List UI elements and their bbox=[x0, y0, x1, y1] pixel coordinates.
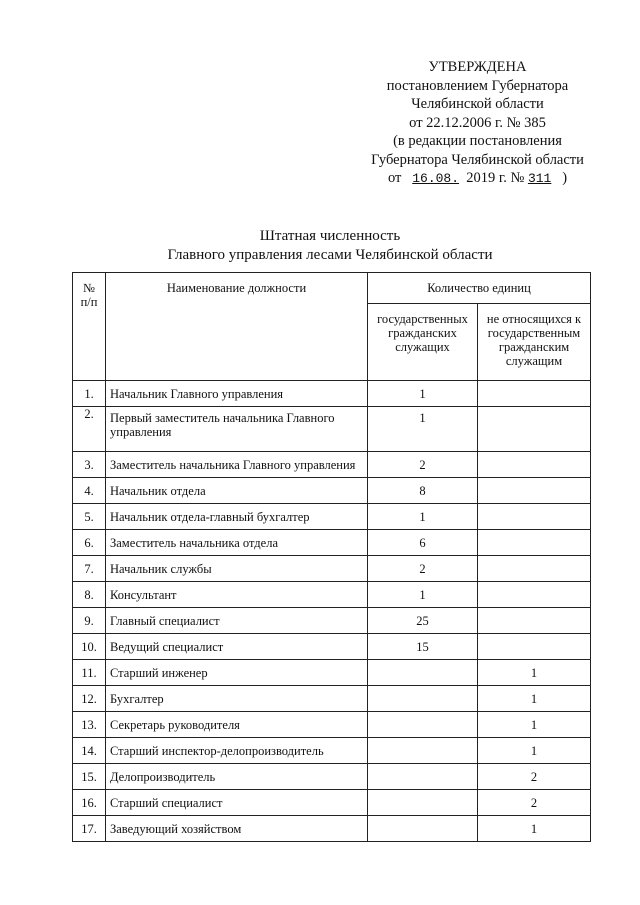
approval-date-prefix: от bbox=[387, 170, 402, 186]
approval-line: Губернатора Челябинской области bbox=[371, 151, 584, 168]
row-non-civil-count bbox=[478, 452, 591, 478]
row-non-civil-count bbox=[478, 582, 591, 608]
row-non-civil-count bbox=[478, 407, 591, 452]
row-civil-count bbox=[368, 686, 478, 712]
table-row bbox=[73, 556, 591, 582]
row-position: Начальник отдела-главный бухгалтер bbox=[106, 504, 368, 530]
row-position: Старший инженер bbox=[106, 660, 368, 686]
row-civil-count bbox=[368, 660, 478, 686]
header-position: Наименование должности bbox=[106, 273, 368, 381]
row-non-civil-count: 1 bbox=[478, 816, 591, 842]
row-position: Делопроизводитель bbox=[106, 764, 368, 790]
table-row bbox=[73, 816, 591, 842]
table-row bbox=[73, 582, 591, 608]
row-civil-count: 6 bbox=[368, 530, 478, 556]
approval-line: Челябинской области bbox=[411, 96, 544, 112]
approval-number-handwritten: 311 bbox=[527, 171, 552, 186]
row-non-civil-count: 2 bbox=[478, 790, 591, 816]
table-row bbox=[73, 764, 591, 790]
staff-table bbox=[72, 272, 591, 842]
row-non-civil-count: 2 bbox=[478, 764, 591, 790]
table-row bbox=[73, 660, 591, 686]
table-row bbox=[73, 504, 591, 530]
row-position: Начальник отдела bbox=[106, 478, 368, 504]
table-row bbox=[73, 790, 591, 816]
table-row bbox=[73, 381, 591, 407]
row-position: Старший инспектор-делопроизводитель bbox=[106, 738, 368, 764]
table-row bbox=[73, 452, 591, 478]
row-number: 13. bbox=[73, 712, 106, 738]
table-row bbox=[73, 478, 591, 504]
row-position: Начальник службы bbox=[106, 556, 368, 582]
row-civil-count bbox=[368, 790, 478, 816]
row-civil-count: 1 bbox=[368, 381, 478, 407]
row-position: Заместитель начальника отдела bbox=[106, 530, 368, 556]
table-row bbox=[73, 712, 591, 738]
row-civil-count: 1 bbox=[368, 504, 478, 530]
row-non-civil-count: 1 bbox=[478, 686, 591, 712]
row-position: Начальник Главного управления bbox=[106, 381, 368, 407]
approval-line: постановлением Губернатора bbox=[386, 77, 569, 94]
row-civil-count bbox=[368, 816, 478, 842]
table-row bbox=[73, 738, 591, 764]
row-civil-count: 2 bbox=[368, 556, 478, 582]
table-row bbox=[73, 608, 591, 634]
table-row bbox=[73, 686, 591, 712]
approval-heading: УТВЕРЖДЕНА bbox=[428, 59, 527, 75]
row-civil-count bbox=[368, 738, 478, 764]
row-number: 1. bbox=[73, 381, 106, 407]
row-civil-count: 1 bbox=[368, 407, 478, 452]
table-row bbox=[73, 634, 591, 660]
document-title bbox=[80, 227, 580, 265]
row-position: Ведущий специалист bbox=[106, 634, 368, 660]
row-number: 5. bbox=[73, 504, 106, 530]
row-civil-count: 25 bbox=[368, 608, 478, 634]
header-non-civil: не относящихся к государственным гражданским служащим bbox=[478, 304, 591, 381]
document-title-line2: Главного управления лесами Челябинской области bbox=[167, 247, 493, 263]
row-number: 2. bbox=[73, 407, 106, 452]
table-row bbox=[73, 530, 591, 556]
row-position: Бухгалтер bbox=[106, 686, 368, 712]
row-number: 14. bbox=[73, 738, 106, 764]
approval-date-handwritten: 16.08. bbox=[412, 171, 460, 186]
row-non-civil-count: 1 bbox=[478, 712, 591, 738]
row-non-civil-count bbox=[478, 381, 591, 407]
row-position: Секретарь руководителя bbox=[106, 712, 368, 738]
table-row bbox=[73, 407, 591, 452]
row-position: Главный специалист bbox=[106, 608, 368, 634]
approval-line: от 22.12.2006 г. № 385 bbox=[409, 114, 546, 131]
table-header-row bbox=[73, 273, 591, 304]
row-non-civil-count bbox=[478, 634, 591, 660]
approval-date-line bbox=[330, 169, 625, 189]
row-non-civil-count bbox=[478, 530, 591, 556]
row-position: Заведующий хозяйством bbox=[106, 816, 368, 842]
approval-date-suffix: ) bbox=[562, 170, 568, 186]
row-number: 12. bbox=[73, 686, 106, 712]
row-number: 3. bbox=[73, 452, 106, 478]
row-civil-count: 1 bbox=[368, 582, 478, 608]
row-number: 15. bbox=[73, 764, 106, 790]
row-position: Консультант bbox=[106, 582, 368, 608]
row-civil-count: 15 bbox=[368, 634, 478, 660]
approval-line: (в редакции постановления bbox=[393, 133, 562, 149]
row-number: 6. bbox=[73, 530, 106, 556]
row-number: 17. bbox=[73, 816, 106, 842]
row-civil-count bbox=[368, 712, 478, 738]
header-civil: государственных гражданских служащих bbox=[368, 304, 478, 381]
approval-date-middle: 2019 г. № bbox=[466, 170, 525, 186]
row-number: 9. bbox=[73, 608, 106, 634]
header-quantity: Количество единиц bbox=[368, 273, 591, 304]
row-number: 7. bbox=[73, 556, 106, 582]
row-civil-count: 8 bbox=[368, 478, 478, 504]
row-number: 10. bbox=[73, 634, 106, 660]
approval-stamp bbox=[330, 58, 625, 189]
row-non-civil-count bbox=[478, 478, 591, 504]
row-non-civil-count: 1 bbox=[478, 738, 591, 764]
row-position: Заместитель начальника Главного управления bbox=[106, 452, 368, 478]
row-non-civil-count bbox=[478, 504, 591, 530]
document-title-line1: Штатная численность bbox=[259, 228, 401, 244]
row-number: 11. bbox=[73, 660, 106, 686]
header-no: № п/п bbox=[73, 273, 106, 381]
row-number: 16. bbox=[73, 790, 106, 816]
row-non-civil-count bbox=[478, 556, 591, 582]
row-number: 4. bbox=[73, 478, 106, 504]
row-number: 8. bbox=[73, 582, 106, 608]
row-position: Старший специалист bbox=[106, 790, 368, 816]
row-civil-count: 2 bbox=[368, 452, 478, 478]
row-non-civil-count: 1 bbox=[478, 660, 591, 686]
row-civil-count bbox=[368, 764, 478, 790]
row-position: Первый заместитель начальника Главного управления bbox=[106, 407, 368, 452]
row-non-civil-count bbox=[478, 608, 591, 634]
